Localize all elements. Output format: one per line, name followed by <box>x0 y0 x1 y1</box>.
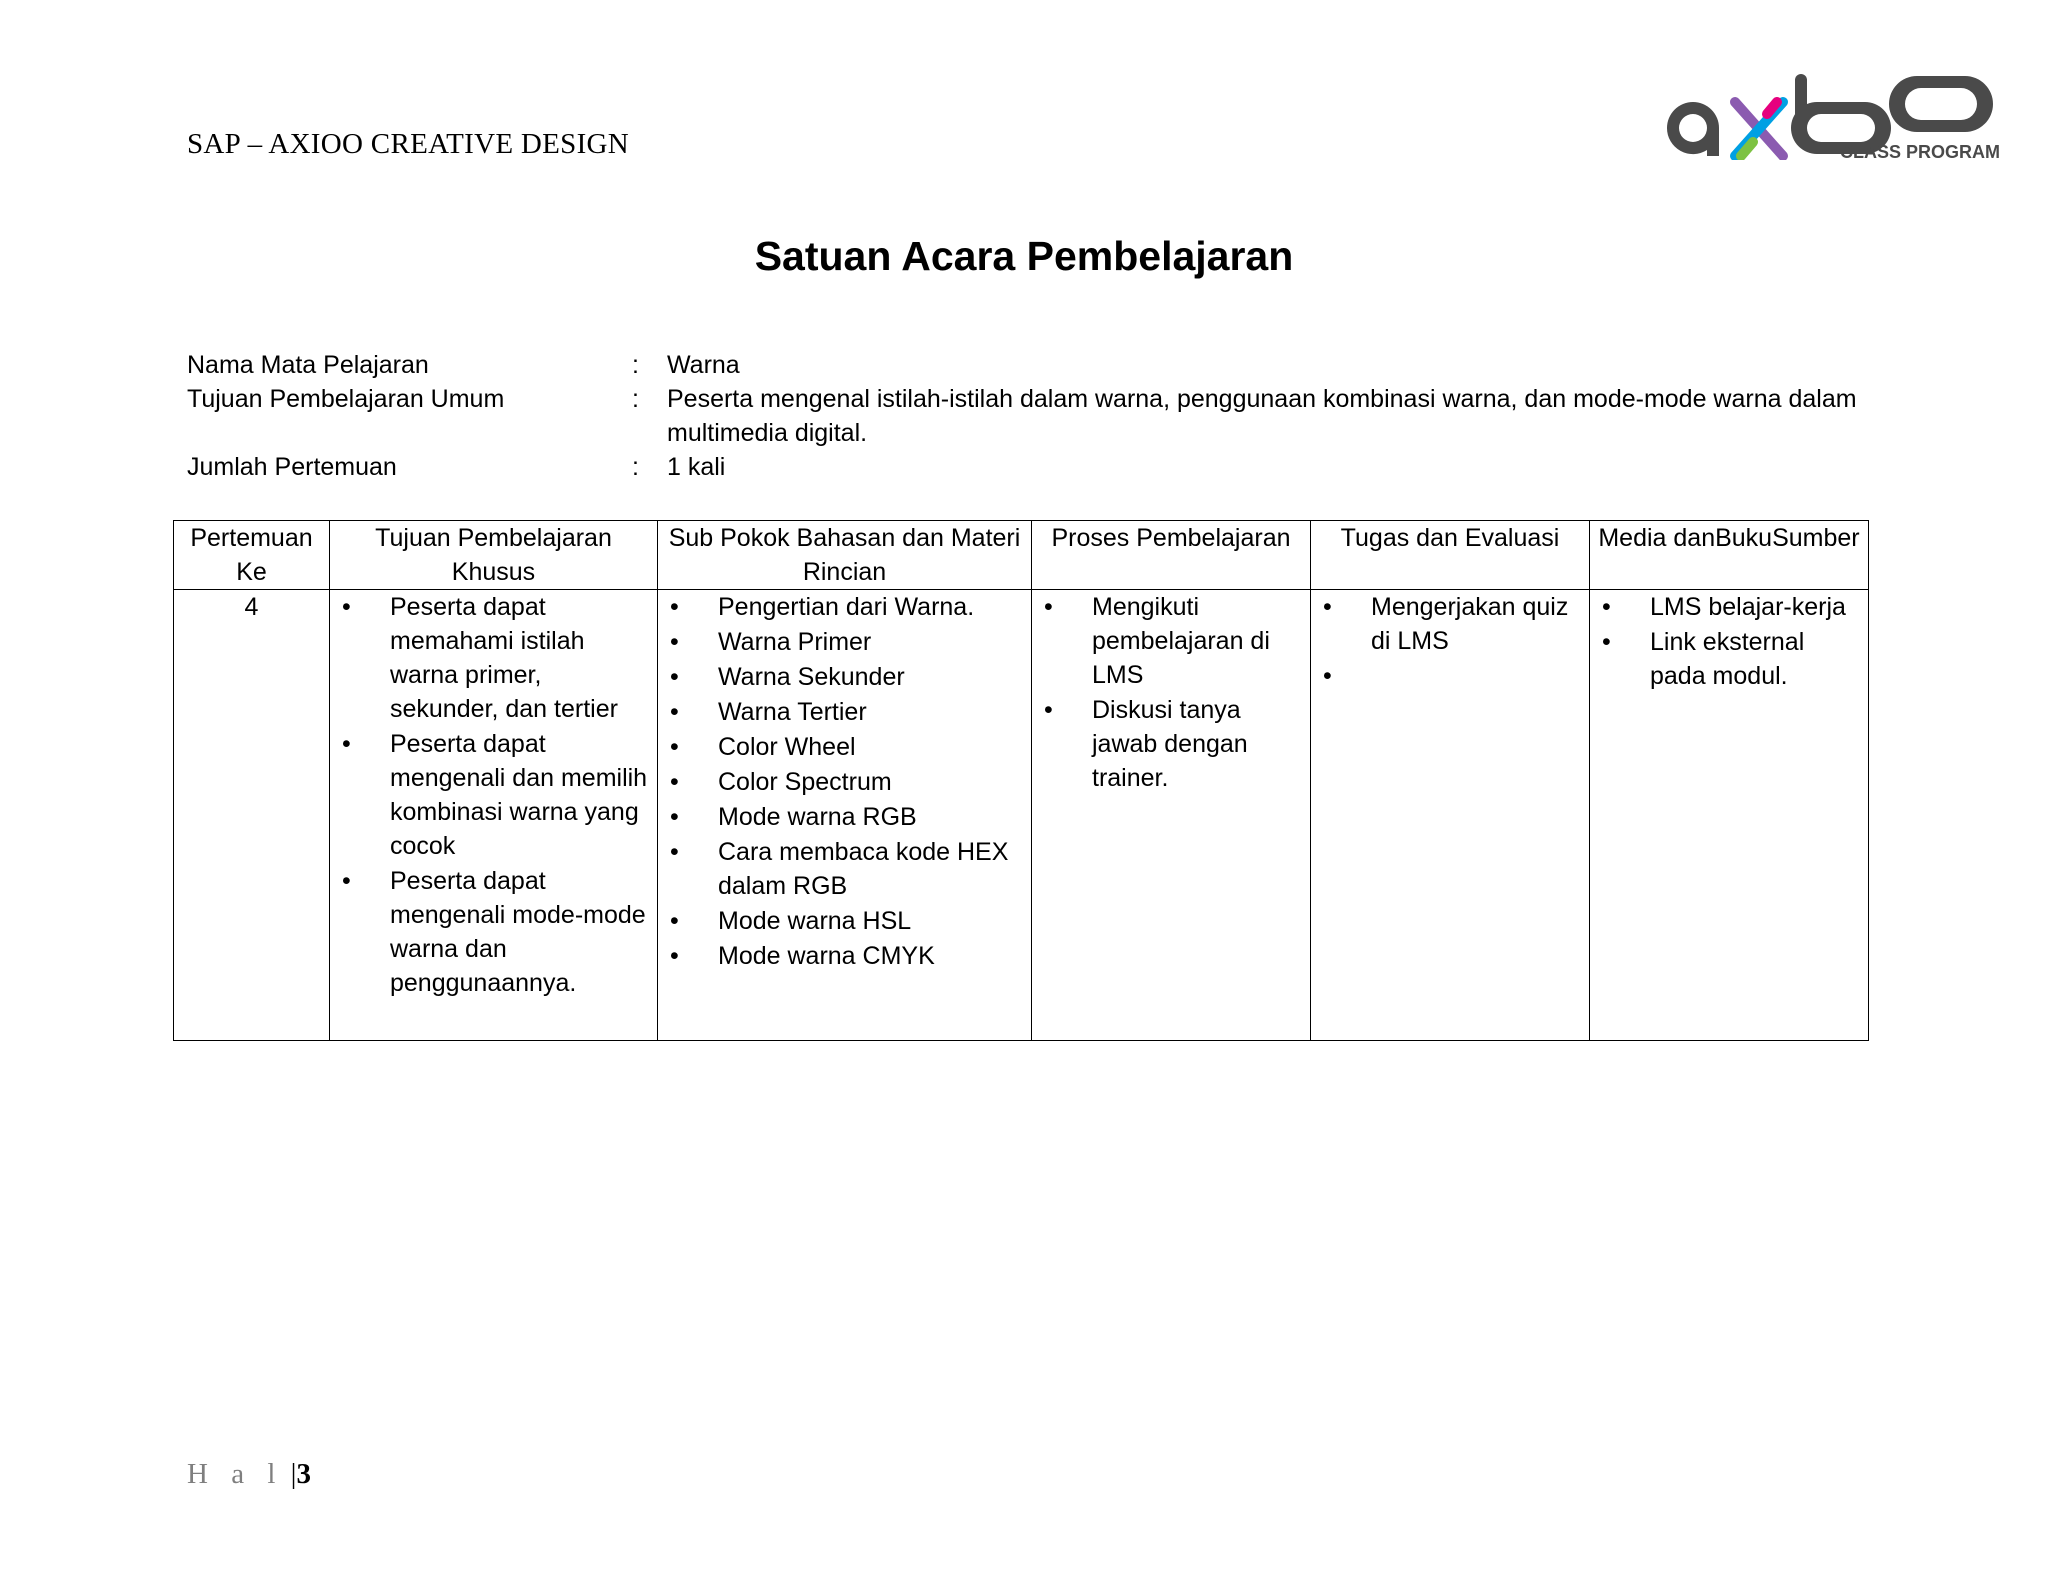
list-item: • Color Spectrum <box>664 765 1025 799</box>
list-item: • Mengerjakan quiz di LMS <box>1317 590 1583 658</box>
tasks-cell <box>1311 590 1590 1041</box>
table-header-row <box>174 521 1869 590</box>
column-header-media: Media danBukuSumber <box>1590 521 1869 590</box>
footer-separator: | <box>290 1458 297 1490</box>
list-item-empty <box>1317 659 1583 693</box>
info-colon: : <box>632 453 639 481</box>
lesson-plan-table <box>173 520 1869 1041</box>
media-cell <box>1590 590 1869 1041</box>
list-item: • Mengikuti pembelajaran di LMS <box>1038 590 1304 692</box>
list-item: • Mode warna CMYK <box>664 939 1025 973</box>
logo-letter-o-2 <box>1889 76 1993 132</box>
course-info <box>187 348 1867 484</box>
logo-letter-a <box>1667 102 1719 156</box>
footer-page-number: 3 <box>296 1458 311 1490</box>
learning-process-cell <box>1032 590 1311 1041</box>
list-item: • Link eksternal pada modul. <box>1596 625 1862 693</box>
info-value: Peserta mengenal istilah-istilah dalam warna, penggunaan kombinasi warna, dan mode-mode warna dalam multimedia digital. <box>667 385 1857 447</box>
list-item: • Warna Sekunder <box>664 660 1025 694</box>
info-label: Tujuan Pembelajaran Umum <box>187 385 505 413</box>
info-label: Jumlah Pertemuan <box>187 453 397 481</box>
column-header-specific-objective: Tujuan Pembelajaran Khusus <box>330 521 658 590</box>
list-item: • Diskusi tanya jawab dengan trainer. <box>1038 693 1304 795</box>
list-item: • Mode warna RGB <box>664 800 1025 834</box>
document-header-label: SAP – AXIOO CREATIVE DESIGN <box>187 128 630 160</box>
list-item: • Cara membaca kode HEX dalam RGB <box>664 835 1025 903</box>
media-list <box>1596 590 1862 693</box>
list-item: • Peserta dapat mengenali mode-mode warna dan penggunaannya. <box>336 864 651 1000</box>
list-item: • Peserta dapat mengenali dan memilih kombinasi warna yang cocok <box>336 727 651 863</box>
list-item: • Color Wheel <box>664 730 1025 764</box>
subtopic-cell <box>658 590 1032 1041</box>
column-header-subtopic: Sub Pokok Bahasan dan Materi Rincian <box>658 521 1032 590</box>
info-row-general-objective <box>187 382 1867 450</box>
info-value: 1 kali <box>667 453 726 481</box>
list-item: • LMS belajar-kerja <box>1596 590 1862 624</box>
process-list <box>1038 590 1304 795</box>
info-row-subject <box>187 348 1867 382</box>
info-row-meetings <box>187 450 1867 484</box>
table-row <box>174 590 1869 1041</box>
column-header-tasks: Tugas dan Evaluasi <box>1311 521 1590 590</box>
info-colon: : <box>632 351 639 379</box>
page-footer <box>187 1458 311 1491</box>
axioo-logo <box>1655 70 2005 160</box>
specific-objective-cell <box>330 590 658 1041</box>
objective-list <box>336 590 651 1000</box>
column-header-meeting: Pertemuan Ke <box>174 521 330 590</box>
subtopic-list <box>664 590 1025 973</box>
list-item: • Mode warna HSL <box>664 904 1025 938</box>
footer-page-label: H a l <box>187 1458 284 1490</box>
tasks-list <box>1317 590 1583 693</box>
column-header-learning-process: Proses Pembelajaran <box>1032 521 1311 590</box>
list-item: • Peserta dapat memahami istilah warna primer, sekunder, dan tertier <box>336 590 651 726</box>
meeting-number-cell: 4 <box>174 590 330 1041</box>
info-value: Warna <box>667 351 740 379</box>
list-item: • Pengertian dari Warna. <box>664 590 1025 624</box>
logo-subtext: CLASS PROGRAM <box>1839 142 2000 160</box>
info-label: Nama Mata Pelajaran <box>187 351 429 379</box>
list-item: • Warna Tertier <box>664 695 1025 729</box>
list-item: • Warna Primer <box>664 625 1025 659</box>
page-title: Satuan Acara Pembelajaran <box>754 233 1294 279</box>
info-colon: : <box>632 385 639 413</box>
